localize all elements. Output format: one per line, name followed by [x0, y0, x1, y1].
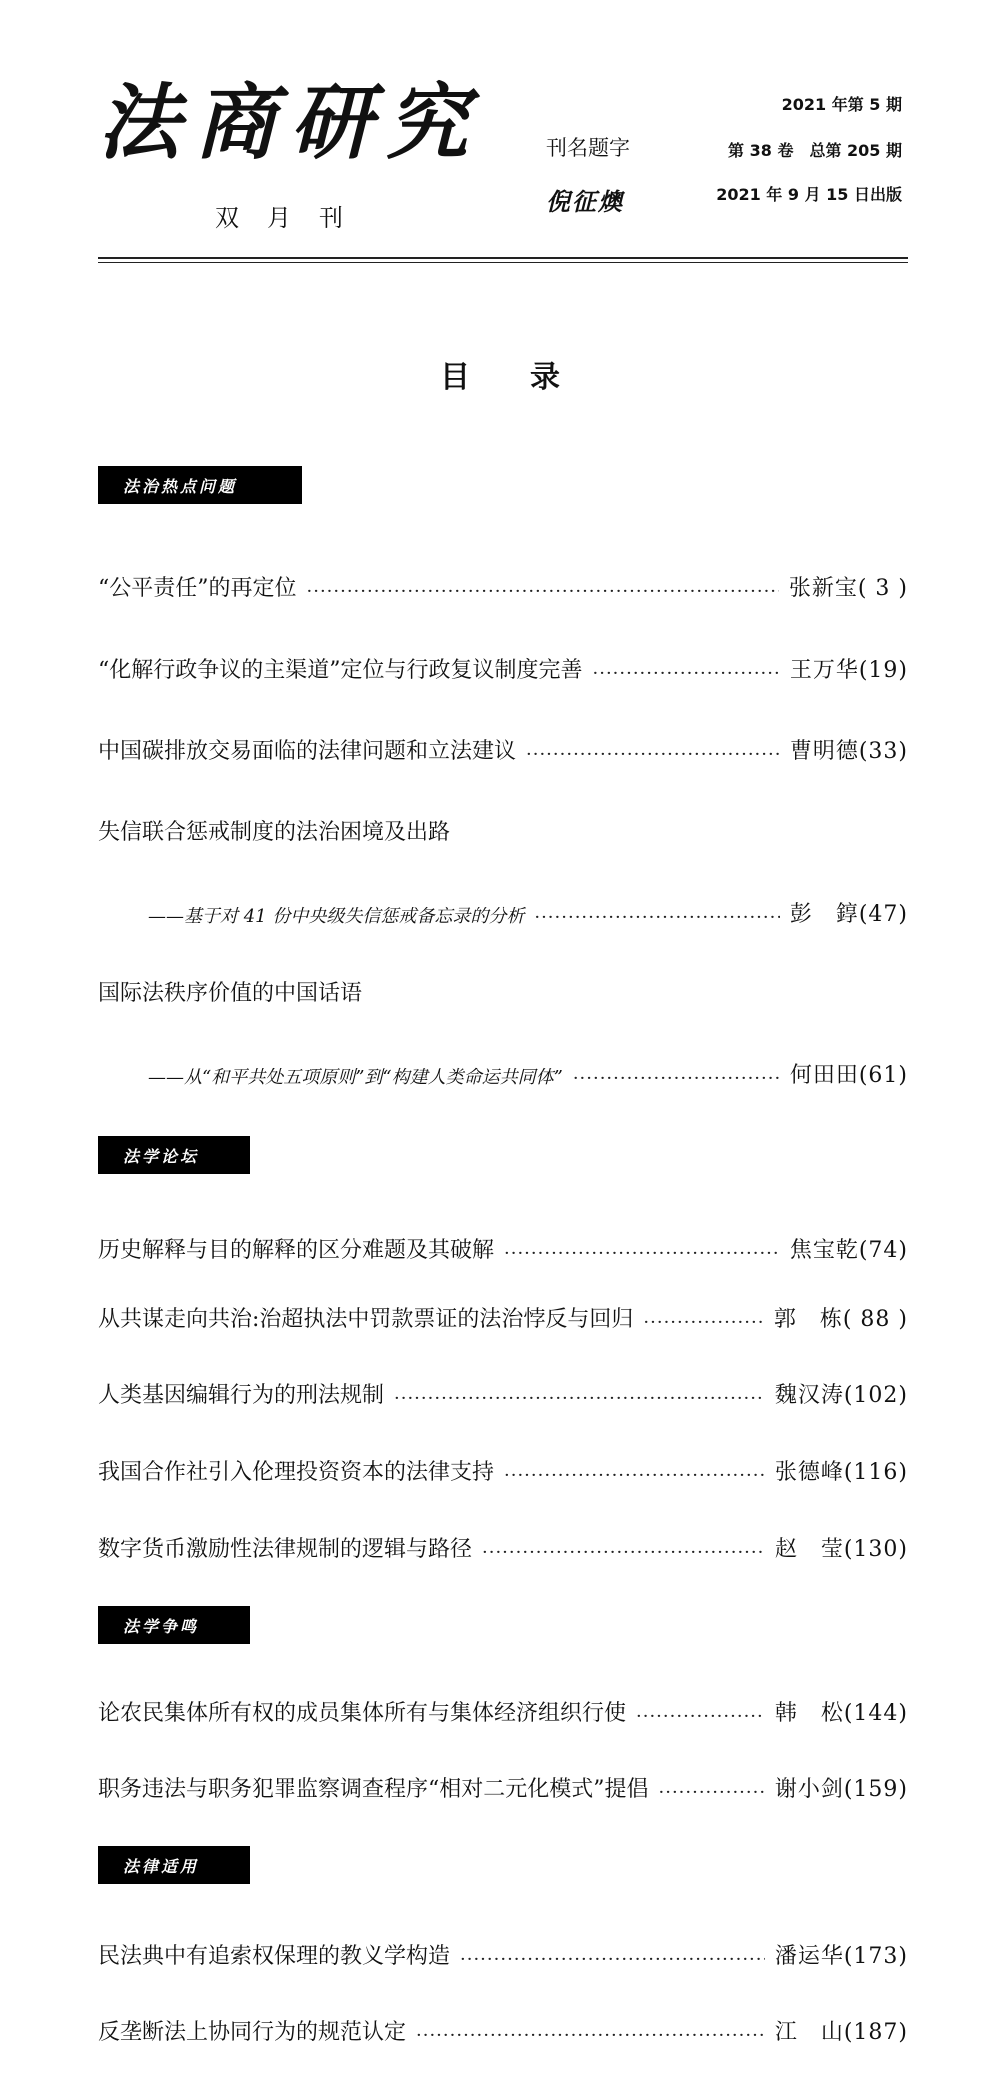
- entry-subtitle: ——从“和平共处五项原则”到“构建人类命运共同体”: [148, 1067, 563, 1088]
- toc-entry-heading[interactable]: [98, 971, 908, 1007]
- leader-dots: [573, 1068, 780, 1089]
- toc-entry[interactable]: [98, 648, 908, 684]
- toc-entry[interactable]: [98, 1767, 908, 1803]
- section-label: 法治热点问题: [123, 476, 238, 496]
- entry-author-page: 潘运华(173): [774, 1944, 908, 1969]
- leader-dots: [504, 1465, 765, 1486]
- leader-dots: [482, 1542, 765, 1563]
- leader-dots: [593, 663, 780, 684]
- entry-author-page: 赵 莹(130): [774, 1537, 908, 1562]
- toc-entry-subtitle[interactable]: [98, 1053, 908, 1089]
- leader-dots: [526, 744, 780, 765]
- leader-dots: [659, 1782, 765, 1803]
- toc-entry[interactable]: [98, 1934, 908, 1970]
- inscription-label: 刊名题字: [546, 136, 630, 160]
- entry-author-page: 张德峰(116): [774, 1460, 908, 1485]
- leader-dots: [504, 1243, 780, 1264]
- journal-frequency: 双月刊: [215, 204, 371, 232]
- entry-title: “化解行政争议的主渠道”定位与行政复议制度完善: [98, 658, 583, 683]
- journal-title: 法商研究: [98, 75, 482, 171]
- issue-volume: 第 38 卷 总第 205 期: [728, 141, 902, 160]
- issue-number: 2021 年第 5 期: [781, 95, 902, 114]
- header-rule-thin: [98, 262, 908, 263]
- entry-author-page: 焦宝乾(74): [789, 1238, 908, 1263]
- entry-title: 历史解释与目的解释的区分难题及其破解: [98, 1238, 495, 1263]
- entry-title: 从共谋走向共治:治超执法中罚款票证的法治悖反与回归: [98, 1307, 634, 1332]
- inscription-signature: 倪征燠: [546, 187, 624, 216]
- toc-entry-subtitle[interactable]: [98, 892, 908, 928]
- entry-title: 我国合作社引入伦理投资资本的法律支持: [98, 1460, 495, 1485]
- toc-entry[interactable]: [98, 1297, 908, 1333]
- entry-author-page: 魏汉涛(102): [774, 1383, 908, 1408]
- entry-title: 国际法秩序价值的中国话语: [98, 981, 363, 1006]
- entry-title: 论农民集体所有权的成员集体所有与集体经济组织行使: [98, 1701, 627, 1726]
- leader-dots: [394, 1388, 765, 1409]
- entry-title: 中国碳排放交易面临的法律问题和立法建议: [98, 739, 517, 764]
- toc-entry[interactable]: [98, 1228, 908, 1264]
- leader-dots: [636, 1706, 765, 1727]
- entry-title: 数字货币激励性法律规制的逻辑与路径: [98, 1537, 473, 1562]
- entry-title: 反垄断法上协同行为的规范认定: [98, 2020, 407, 2045]
- section-label: 法学论坛: [123, 1146, 200, 1166]
- leader-dots: [643, 1312, 763, 1333]
- toc-entry[interactable]: [98, 2010, 908, 2046]
- entry-title: 职务违法与职务犯罪监察调查程序“相对二元化模式”提倡: [98, 1777, 649, 1802]
- section-header: [98, 1136, 250, 1174]
- toc-title: 目录: [440, 360, 620, 395]
- entry-author-page: 彭 錞(47): [789, 902, 908, 927]
- entry-subtitle: ——基于对 41 份中央级失信惩戒备忘录的分析: [148, 906, 525, 927]
- toc-entry[interactable]: [98, 729, 908, 765]
- toc-entry[interactable]: [98, 1373, 908, 1409]
- toc-entry[interactable]: [98, 1450, 908, 1486]
- entry-author-page: 张新宝( 3 ): [788, 576, 908, 601]
- entry-author-page: 郭 栋( 88 ): [773, 1307, 908, 1332]
- entry-author-page: 王万华(19): [789, 658, 908, 683]
- entry-author-page: 江 山(187): [774, 2020, 908, 2045]
- toc-entry[interactable]: [98, 1691, 908, 1727]
- entry-title: “公平责任”的再定位: [98, 576, 297, 601]
- entry-title: 人类基因编辑行为的刑法规制: [98, 1383, 385, 1408]
- toc-entry-heading[interactable]: [98, 810, 908, 846]
- entry-author-page: 韩 松(144): [774, 1701, 908, 1726]
- section-header: [98, 1846, 250, 1884]
- entry-title: 失信联合惩戒制度的法治困境及出路: [98, 820, 451, 845]
- section-label: 法律适用: [123, 1856, 200, 1876]
- section-header: [98, 1606, 250, 1644]
- section-label: 法学争鸣: [123, 1616, 200, 1636]
- header-rule-thick: [98, 257, 908, 259]
- leader-dots: [534, 907, 779, 928]
- leader-dots: [416, 2025, 765, 2046]
- entry-author-page: 何田田(61): [789, 1063, 908, 1088]
- entry-author-page: 谢小剑(159): [774, 1777, 908, 1802]
- entry-title: 民法典中有追索权保理的教义学构造: [98, 1944, 451, 1969]
- section-header: [98, 466, 302, 504]
- leader-dots: [460, 1949, 765, 1970]
- entry-author-page: 曹明德(33): [789, 739, 908, 764]
- leader-dots: [307, 581, 779, 602]
- toc-entry[interactable]: [98, 566, 908, 602]
- toc-entry[interactable]: [98, 1527, 908, 1563]
- issue-date: 2021 年 9 月 15 日出版: [716, 185, 902, 204]
